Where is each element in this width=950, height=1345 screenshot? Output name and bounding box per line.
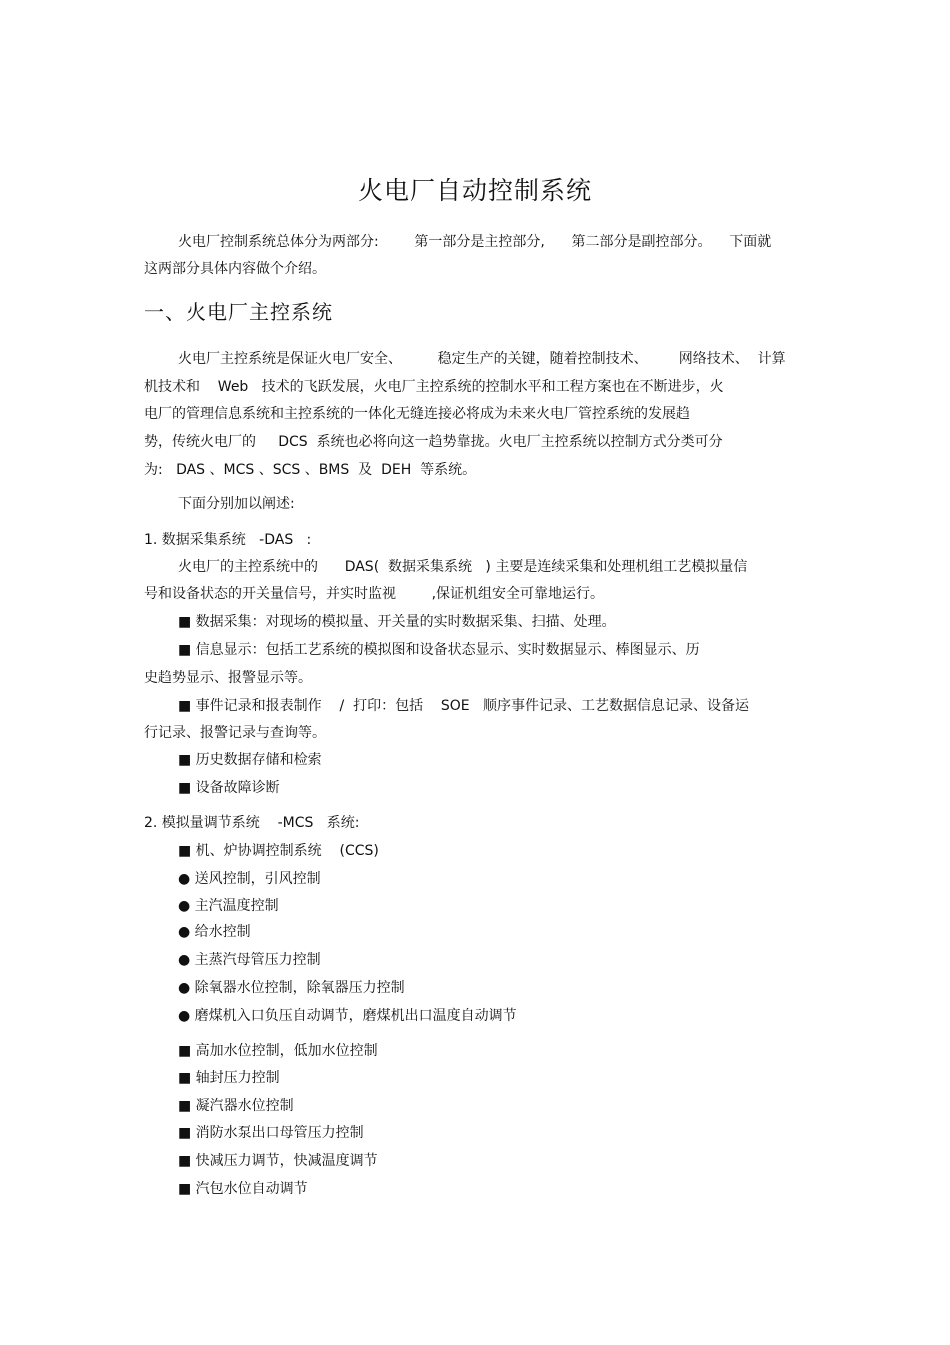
mcs-item-fire-pump: ■ 消防水泵出口母管压力控制 bbox=[178, 1125, 364, 1141]
mcs-item-steam-temp: ● 主汽温度控制 bbox=[178, 898, 279, 914]
mcs-item-gland-pressure: ■ 轴封压力控制 bbox=[178, 1070, 280, 1086]
das-item-info-display-cont: 史趋势显示、报警显示等。 bbox=[144, 670, 312, 686]
section1-para-line-1: 火电厂主控系统是保证火电厂安全、 稳定生产的关键，随着控制技术、 网络技术、 计算 bbox=[178, 351, 786, 367]
mcs-heading: 2. 模拟量调节系统 -MCS 系统: bbox=[144, 815, 360, 831]
mcs-item-condenser-level: ■ 凝汽器水位控制 bbox=[178, 1098, 294, 1114]
section-heading-main-control: 一、火电厂主控系统 bbox=[144, 300, 333, 324]
das-desc-line-1: 火电厂的主控系统中的 DAS( 数据采集系统 ) 主要是连续采集和处理机组工艺模拟量信 bbox=[178, 559, 748, 575]
das-item-fault-diagnosis: ■ 设备故障诊断 bbox=[178, 780, 280, 796]
section1-para-line-5: 为: DAS 、MCS 、SCS 、BMS 及 DEH 等系统。 bbox=[144, 462, 477, 478]
das-item-info-display: ■ 信息显示：包括工艺系统的模拟图和设备状态显示、实时数据显示、棒图显示、历 bbox=[178, 642, 700, 658]
mcs-item-air-control: ● 送风控制，引风控制 bbox=[178, 871, 321, 887]
mcs-item-main-steam-pressure: ● 主蒸汽母管压力控制 bbox=[178, 952, 321, 968]
document-title: 火电厂自动控制系统 bbox=[357, 176, 592, 205]
intro-line-1: 火电厂控制系统总体分为两部分: 第一部分是主控部分, 第二部分是副控部分。 下面就 bbox=[178, 234, 772, 250]
mcs-item-quick-reduction: ■ 快减压力调节，快减温度调节 bbox=[178, 1153, 378, 1169]
das-desc-line-2: 号和设备状态的开关量信号，并实时监视 ,保证机组安全可靠地运行。 bbox=[144, 586, 605, 602]
section1-para-line-2: 机技术和 Web 技术的飞跃发展，火电厂主控系统的控制水平和工程方案也在不断进步，火 bbox=[144, 379, 724, 395]
das-heading: 1. 数据采集系统 -DAS : bbox=[144, 532, 312, 548]
mcs-item-coal-mill: ● 磨煤机入口负压自动调节，磨煤机出口温度自动调节 bbox=[178, 1008, 517, 1024]
das-item-event-report-cont: 行记录、报警记录与查询等。 bbox=[144, 725, 326, 741]
section1-para-line-4: 势，传统火电厂的 DCS 系统也必将向这一趋势靠拢。火电厂主控系统以控制方式分类可分 bbox=[144, 434, 723, 450]
section1-lead: 下面分别加以阐述: bbox=[178, 496, 295, 512]
intro-line-2: 这两部分具体内容做个介绍。 bbox=[144, 261, 326, 277]
mcs-item-feedwater: ● 给水控制 bbox=[178, 924, 251, 940]
das-item-event-report: ■ 事件记录和报表制作 / 打印：包括 SOE 顺序事件记录、工艺数据信息记录、设备运 bbox=[178, 698, 749, 714]
mcs-item-ccs: ■ 机、炉协调控制系统 (CCS) bbox=[178, 843, 379, 859]
mcs-item-deaerator: ● 除氧器水位控制，除氧器压力控制 bbox=[178, 980, 405, 996]
mcs-item-drum-level: ■ 汽包水位自动调节 bbox=[178, 1181, 308, 1197]
das-item-data-acquisition: ■ 数据采集：对现场的模拟量、开关量的实时数据采集、扫描、处理。 bbox=[178, 614, 616, 630]
das-item-history-storage: ■ 历史数据存储和检索 bbox=[178, 752, 322, 768]
mcs-item-heater-level: ■ 高加水位控制，低加水位控制 bbox=[178, 1043, 378, 1059]
section1-para-line-3: 电厂的管理信息系统和主控系统的一体化无缝连接必将成为未来火电厂管控系统的发展趋 bbox=[144, 406, 690, 422]
